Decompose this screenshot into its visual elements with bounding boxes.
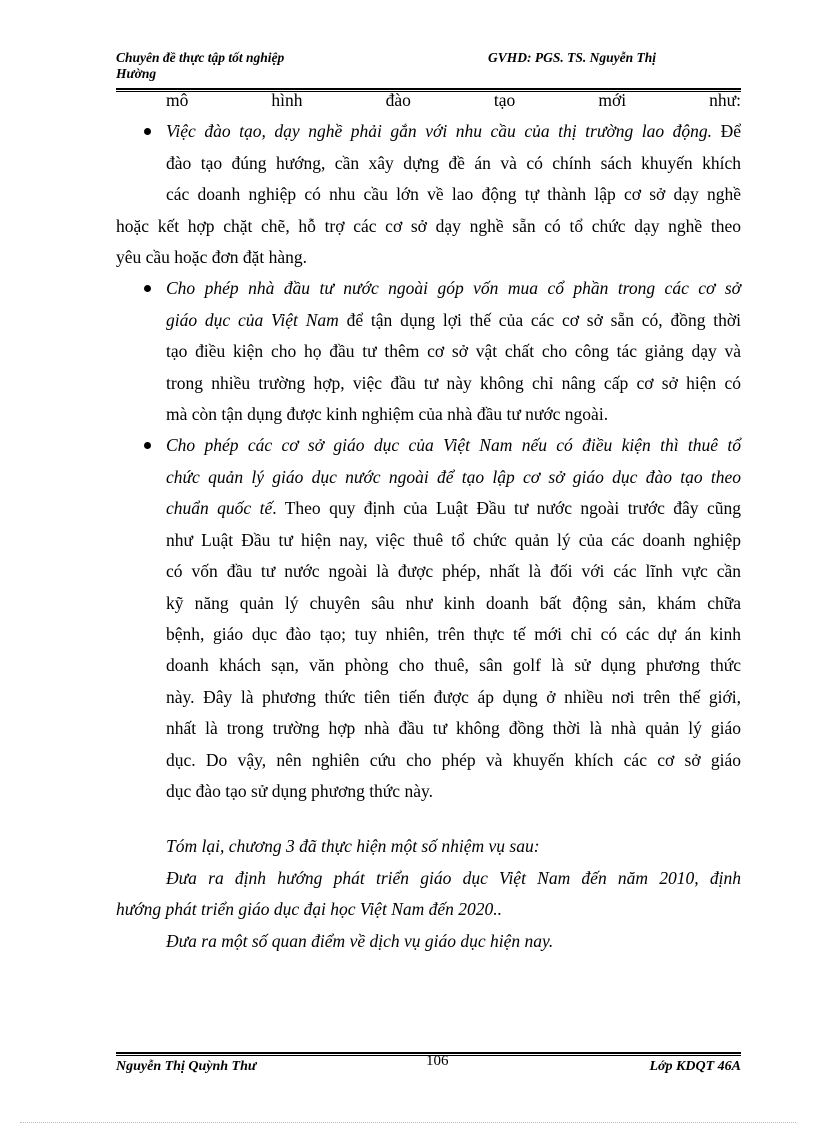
bullet-icon (144, 285, 151, 292)
body-line: hướng phát triển giáo dục đại học Việt Nam đến 2020.. (116, 899, 503, 920)
footer-author: Nguyễn Thị Quỳnh Thư (116, 1059, 257, 1074)
body-line: mà còn tận dụng được kinh nghiệm của nhà đầu tư nước ngoài. (166, 404, 609, 425)
body-line: các doanh nghiệp có nhu cầu lớn về lao động tự thành lập cơ sở dạy nghề (166, 184, 741, 205)
body-line: để tận dụng lợi thế của các cơ sở sẵn có, đồng thời (338, 309, 741, 330)
body-line: doanh khách sạn, văn phòng cho thuê, sân golf là sử dụng phương thức (166, 655, 741, 676)
body-line: chức quản lý giáo dục nước ngoài để tạo lập cơ sở giáo dục đào tạo theo (166, 466, 741, 487)
body-line-mixed (116, 493, 741, 524)
body-line: Đưa ra định hướng phát triển giáo dục Việt Nam đến năm 2010, định (166, 867, 741, 888)
body-line: Để (712, 121, 741, 142)
body-line: Cho phép nhà đầu tư nước ngoài góp vốn mua cổ phần trong các cơ sở (166, 278, 741, 299)
body-line: . Theo quy định của Luật Đầu tư nước ngoài trước đây cũng (272, 498, 741, 519)
body-line: mô hình đào tạo mới như: (166, 90, 741, 110)
body-line: đào tạo đúng hướng, cần xây dựng đề án và có chính sách khuyến khích (166, 152, 741, 173)
body-line: Việc đào tạo, dạy nghề phải gắn với nhu cầu của thị trường lao động. (166, 121, 713, 142)
body-line: trong nhiều trường hợp, việc đầu tư này không chỉ nâng cấp cơ sở hiện có (166, 372, 741, 393)
page-number: 106 (426, 1053, 449, 1069)
body-line: như Luật Đầu tư hiện nay, việc thuê tổ chức quản lý của các doanh nghiệp (166, 529, 741, 550)
body-line: chuẩn quốc tế (166, 498, 273, 519)
header-supervisor: GVHD: PGS. TS. Nguyễn Thị (488, 50, 657, 65)
bullet-icon (144, 442, 151, 449)
body-line: Đưa ra một số quan điểm về dịch vụ giáo dục hiện nay. (166, 930, 554, 951)
body-line: này. Đây là phương thức tiên tiến được áp dụng ở nhiều nơi trên thế giới, (166, 686, 741, 707)
footer-class: Lớp KDQT 46A (649, 1059, 741, 1074)
body-line-mixed (116, 305, 741, 336)
body-line: nhất là trong trường hợp nhà đầu tư không đồng thời là nhà quản lý giáo (166, 718, 741, 739)
bullet-paragraph-2 (116, 273, 741, 304)
page-body (116, 88, 741, 957)
bullet-paragraph-1 (116, 116, 741, 147)
summary-heading: Tóm lại, chương 3 đã thực hiện một số nhiệm vụ sau: (166, 836, 540, 857)
header-title: Chuyên đề thực tập tốt nghiệp (116, 50, 285, 65)
paragraph-gap (116, 807, 741, 831)
bullet-paragraph-3 (116, 430, 741, 461)
bullet-icon (144, 128, 151, 135)
body-line: giáo dục của Việt Nam (166, 309, 339, 330)
body-line: tạo điều kiện cho họ đầu tư thêm cơ sở vật chất cho công tác giảng dạy và (166, 341, 741, 362)
body-line: có vốn đầu tư nước ngoài là được phép, nhất là đối với các lĩnh vực cần (166, 561, 741, 582)
body-line: yêu cầu hoặc đơn đặt hàng. (116, 247, 307, 268)
header-left (116, 50, 356, 82)
body-line: dục đào tạo sử dụng phương thức này. (166, 780, 433, 801)
header-title-cont: Hường (116, 66, 157, 81)
body-line: kỹ năng quản lý chuyên sâu như kinh doanh bất động sản, khám chữa (166, 592, 741, 613)
body-line: hoặc kết hợp chặt chẽ, hỗ trợ các cơ sở dạy nghề sẵn có tổ chức dạy nghề theo (116, 215, 741, 236)
body-line: Cho phép các cơ sở giáo dục của Việt Nam nếu có điều kiện thì thuê tổ (166, 435, 741, 456)
body-line: dục. Do vậy, nên nghiên cứu cho phép và khuyến khích các cơ sở giáo (166, 749, 741, 770)
body-line: bệnh, giáo dục đào tạo; tuy nhiên, trên thực tế mới chỉ có các dự án kinh (166, 623, 741, 644)
